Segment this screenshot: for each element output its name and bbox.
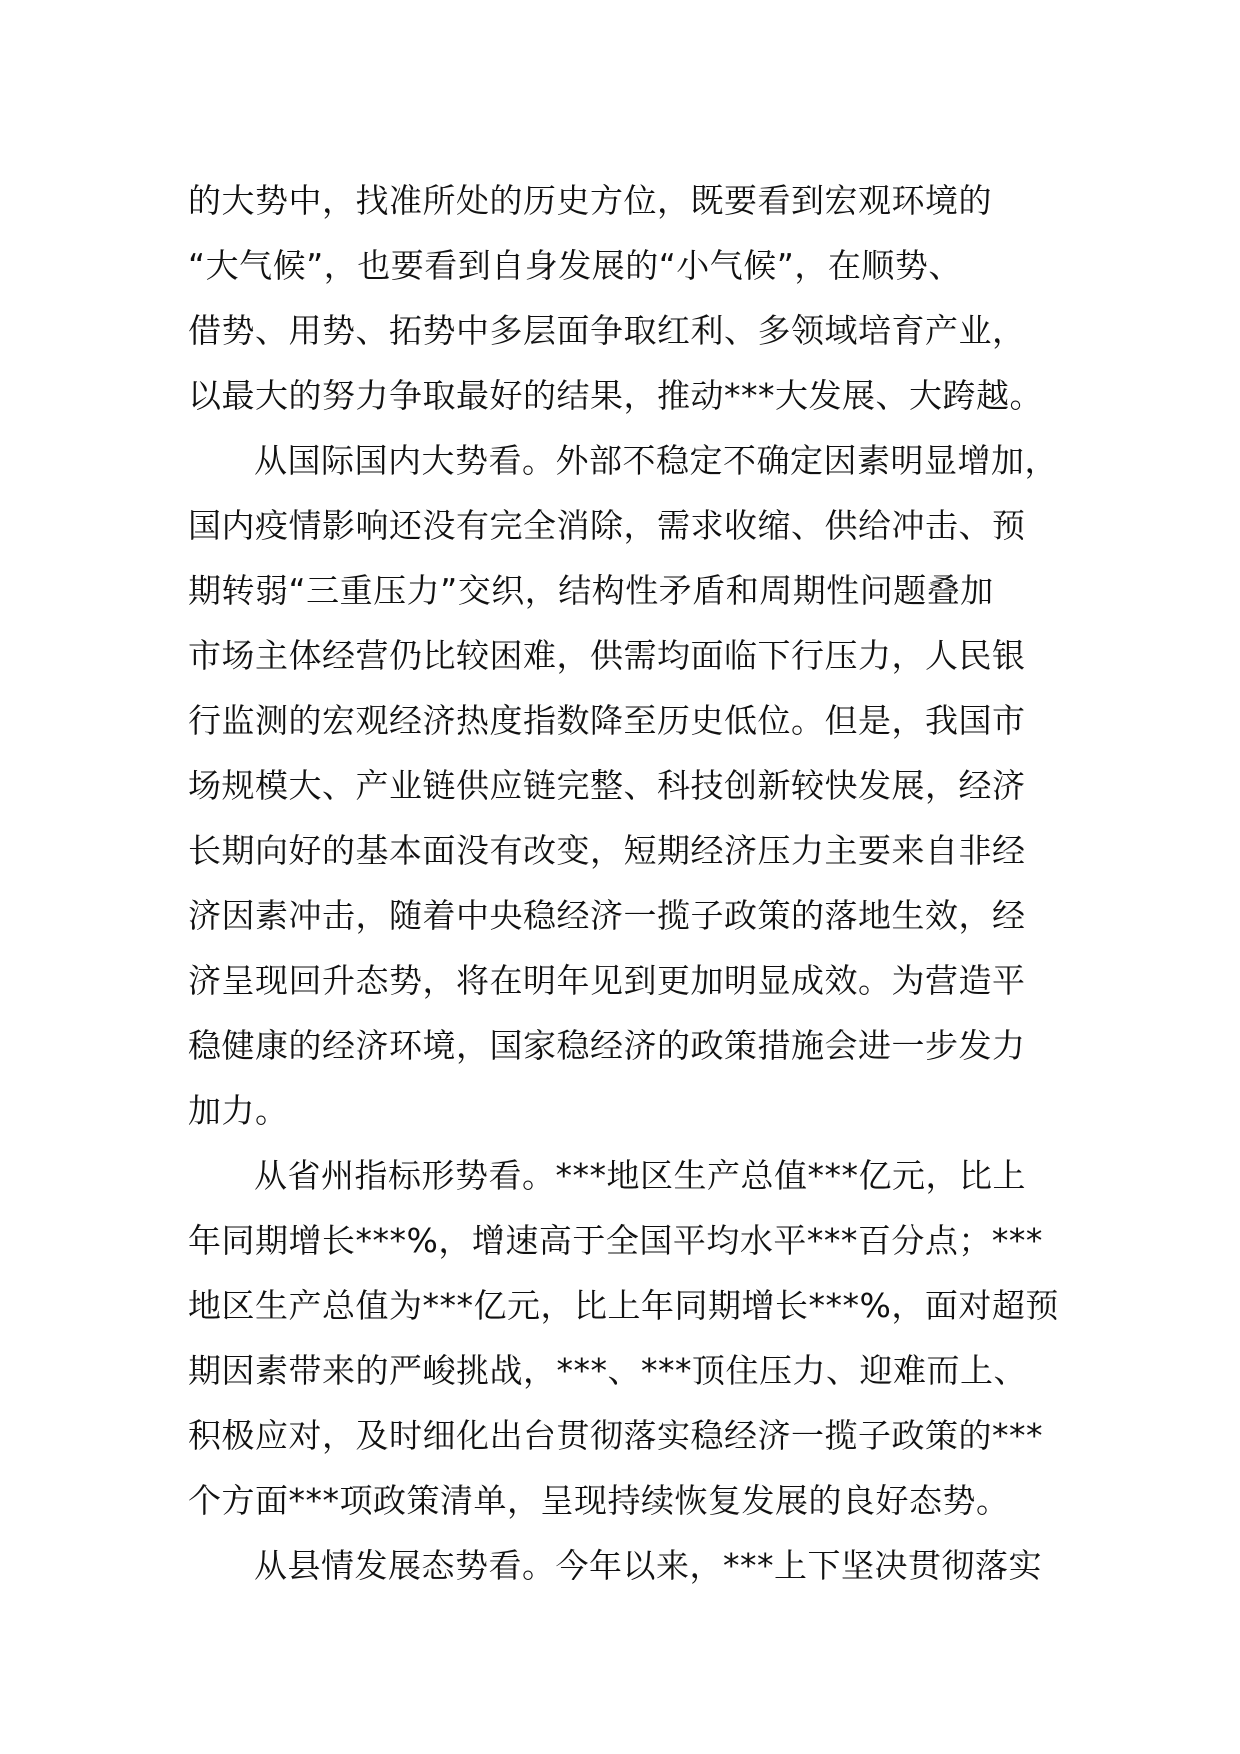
text-line: 行监测的宏观经济热度指数降至历史低位。但是，我国市 [188,701,1026,740]
text-line: 济因素冲击，随着中央稳经济一揽子政策的落地生效，经 [188,896,1026,935]
paragraph-start-line: 从国际国内大势看。外部不稳定不确定因素明显增加， [254,441,1058,480]
text-line: 年同期增长***%，增速高于全国平均水平***百分点；*** [188,1221,1043,1260]
paragraph-start-line: 从县情发展态势看。今年以来，***上下坚决贯彻落实 [254,1546,1042,1585]
text-line: 借势、用势、拓势中多层面争取红利、多领域培育产业， [188,311,1026,350]
paragraph-start-line: 从省州指标形势看。***地区生产总值***亿元，比上 [254,1156,1026,1195]
text-line: 长期向好的基本面没有改变，短期经济压力主要来自非经 [188,831,1026,870]
document-body [188,168,1068,1598]
text-line: 稳健康的经济环境，国家稳经济的政策措施会进一步发力 [188,1026,1026,1065]
text-line: 以最大的努力争取最好的结果，推动***大发展、大跨越。 [188,376,1043,415]
text-line: 济呈现回升态势，将在明年见到更加明显成效。为营造平 [188,961,1026,1000]
text-line: 期转弱“三重压力”交织，结构性矛盾和周期性问题叠加 [188,571,994,610]
text-line: 地区生产总值为***亿元，比上年同期增长***%，面对超预 [188,1286,1059,1325]
text-line: 国内疫情影响还没有完全消除，需求收缩、供给冲击、预 [188,506,1026,545]
text-line: 积极应对，及时细化出台贯彻落实稳经济一揽子政策的*** [188,1416,1043,1455]
text-line: 市场主体经营仍比较困难，供需均面临下行压力，人民银 [188,636,1026,675]
text-line: “大气候”，也要看到自身发展的“小气候”，在顺势、 [188,246,962,285]
text-line: 加力。 [188,1091,289,1130]
text-line: 的大势中，找准所处的历史方位，既要看到宏观环境的 [188,181,992,220]
text-line: 个方面***项政策清单，呈现持续恢复发展的良好态势。 [188,1481,1010,1520]
text-line: 期因素带来的严峻挑战，***、***顶住压力、迎难而上、 [188,1351,1027,1390]
text-line: 场规模大、产业链供应链完整、科技创新较快发展，经济 [188,766,1026,805]
